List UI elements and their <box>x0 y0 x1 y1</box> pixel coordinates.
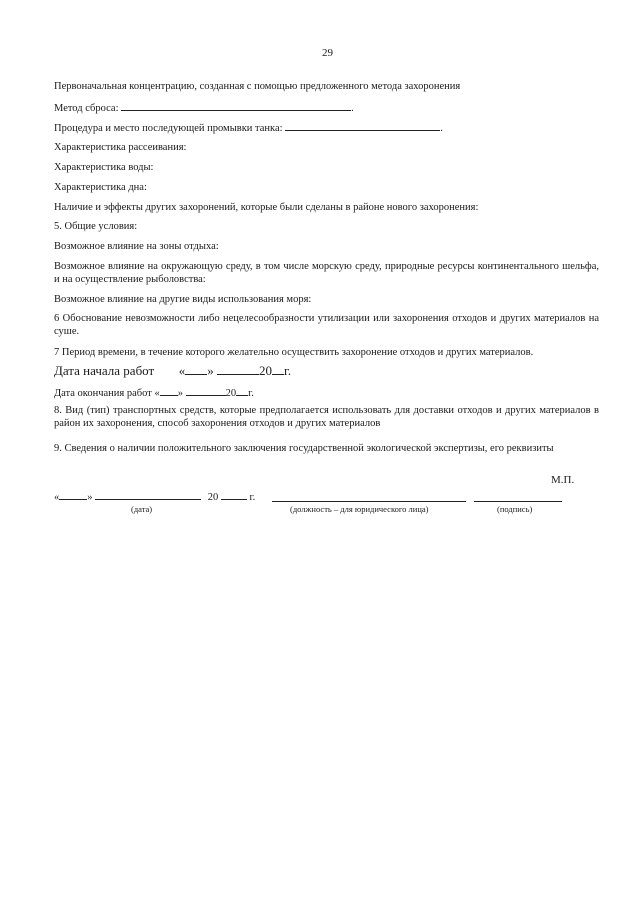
end-year-blank <box>236 386 248 396</box>
end-day-blank <box>160 386 178 396</box>
signature-caption: (подпись) <box>497 504 533 514</box>
open-quote: « <box>154 388 160 399</box>
start-day-blank <box>185 365 207 375</box>
tank-flushing-line <box>54 121 443 135</box>
end-date-line <box>54 386 254 400</box>
position-blank <box>272 501 466 502</box>
tank-flushing-label: Процедура и место последующей промывки танка: <box>54 123 283 134</box>
general-conditions-heading: 5. Общие условия: <box>54 221 138 232</box>
discharge-method-label: Метод сброса: <box>54 103 119 114</box>
sign-year-blank <box>221 490 247 500</box>
expertise-line: 9. Сведения о наличии положительного заключения государственной экологической экспертизы, его реквизиты <box>54 443 554 454</box>
position-caption: (должность – для юридического лица) <box>290 504 429 514</box>
page-number: 29 <box>322 47 333 59</box>
other-sea-uses-line: Возможное влияние на другие виды использования моря: <box>54 294 312 305</box>
start-date-label: Дата начала работ <box>54 363 155 378</box>
water-line: Характеристика воды: <box>54 162 154 173</box>
date-caption: (дата) <box>131 504 153 514</box>
dispersion-line: Характеристика рассеивания: <box>54 142 187 153</box>
period-dot: . <box>440 123 443 134</box>
start-date-line <box>54 364 291 377</box>
sign-day-blank <box>59 490 87 500</box>
justification-paragraph: 6 Обоснование невозможности либо нецелесообразности утилизации или захоронения отходов и других материалов на суше. <box>54 313 599 337</box>
open-quote: « <box>54 492 60 503</box>
period-dot: . <box>351 103 354 114</box>
end-month-blank <box>186 386 226 396</box>
end-date-label: Дата окончания работ <box>54 388 152 399</box>
year-prefix: 20 <box>225 388 237 399</box>
tank-flushing-blank <box>285 121 440 131</box>
start-month-blank <box>217 365 259 375</box>
year-suffix: г. <box>283 363 292 378</box>
discharge-method-line <box>54 101 354 115</box>
year-suffix: г. <box>248 388 254 399</box>
year-prefix: 20 <box>258 363 272 378</box>
other-disposals-line: Наличие и эффекты других захоронений, которые были сделаны в районе нового захоронения: <box>54 202 479 213</box>
initial-concentration-line: Первоначальная концентрацию, созданная с помощью предложенного метода захоронения <box>54 81 461 92</box>
recreation-impact-line: Возможное влияние на зоны отдыха: <box>54 241 219 252</box>
discharge-method-blank <box>121 101 351 111</box>
bottom-line: Характеристика дна: <box>54 182 147 193</box>
year-suffix: г. <box>249 492 256 503</box>
signature-blank <box>474 501 562 502</box>
signature-date-line <box>54 490 255 504</box>
environment-impact-paragraph: Возможное влияние на окружающую среду, в том числе морскую среду, природные ресурсы континентального шельфа, и на осуществление рыболовства: <box>54 261 599 285</box>
sign-month-blank <box>95 490 201 500</box>
year-prefix: 20 <box>207 492 219 503</box>
close-quote: » <box>177 388 183 399</box>
close-quote: » <box>87 492 93 503</box>
start-year-blank <box>272 365 284 375</box>
close-quote: » <box>207 363 214 378</box>
stamp-placeholder: М.П. <box>551 474 575 486</box>
period-paragraph: 7 Период времени, в течение которого желательно осуществить захоронение отходов и других материалов. <box>54 347 534 358</box>
transport-paragraph: 8. Вид (тип) транспортных средств, которые предполагается использовать для доставки отходов и других материалов в район их захоронения, способ захоронения отходов и других материалов <box>54 405 599 429</box>
open-quote: « <box>178 363 186 378</box>
